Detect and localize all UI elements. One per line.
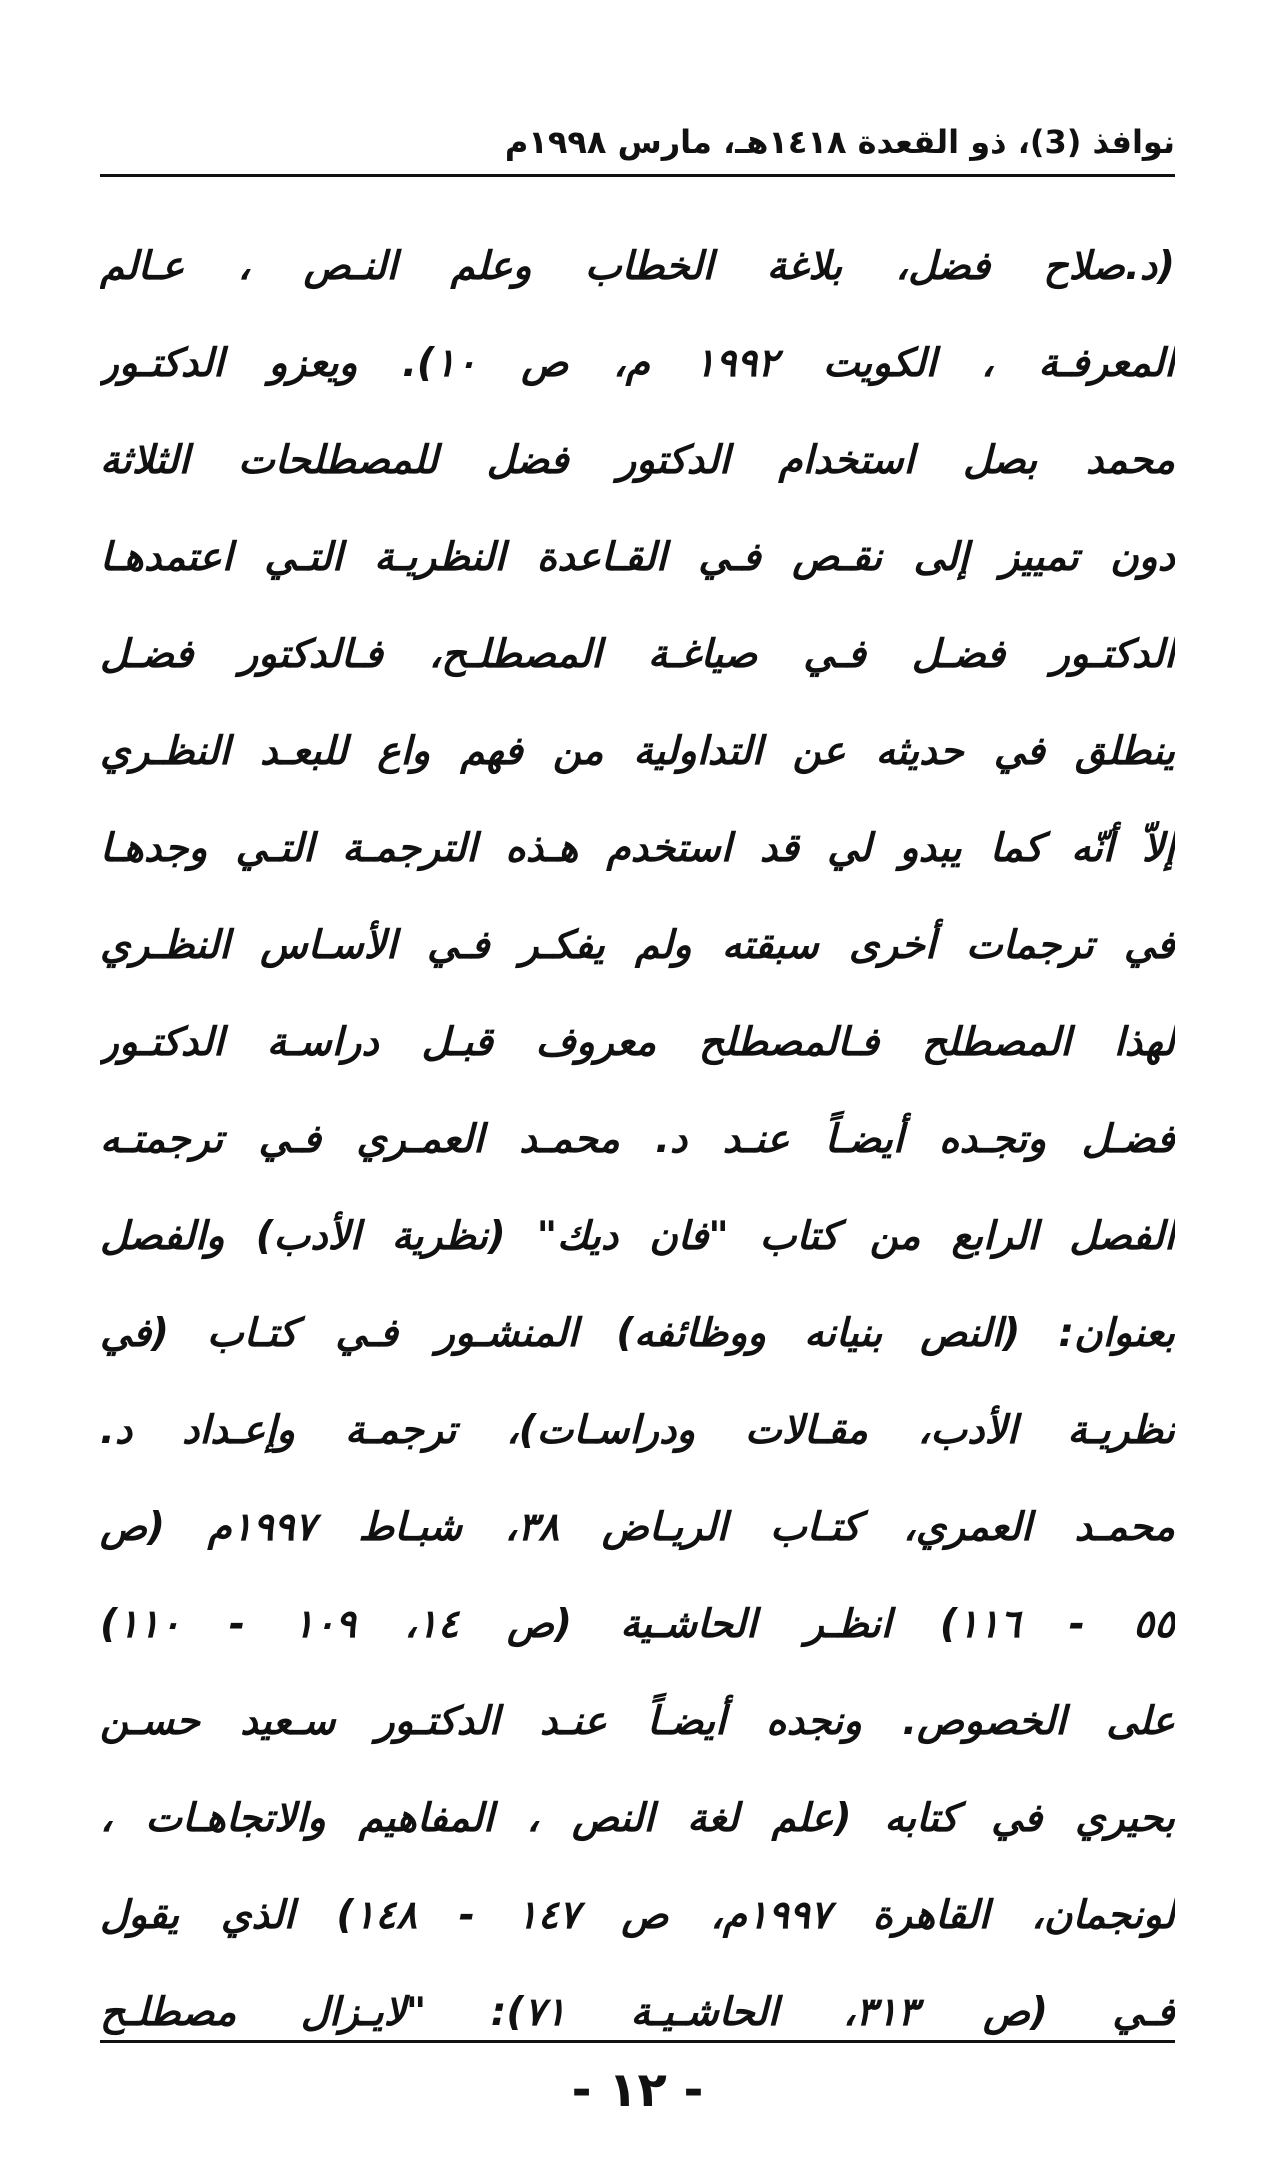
text-line: نظريـة الأدب، مقـالات ودراسـات)، ترجمـة وإعـداد د. [100,1408,1175,1453]
text-line: محمد بصل استخدام الدكتور فضل للمصطلحات الثلاثة [100,438,1175,483]
header-divider [100,174,1175,177]
text-line: إلاّ أنّه كما يبدو لي قد استخدم هـذه الترجمـة التـي وجدهـا [100,826,1175,871]
text-line: دون تمييز إلى نقـص فـي القـاعدة النظريـة التـي اعتمدهـا [100,535,1175,580]
text-line: لونجمان، القاهرة ١٩٩٧م، ص ١٤٧ - ١٤٨) الذي يقول [100,1893,1175,1938]
text-line: المعرفـة ، الكويت ١٩٩٢ م، ص ١٠). ويعزو الدكتـور [100,341,1175,386]
text-line: محمـد العمري، كتـاب الريـاض ٣٨، شبـاط ١٩٩٧م (ص [100,1505,1175,1550]
body-text [100,218,1175,2061]
running-header: نوافذ (3)، ذو القعدة ١٤١٨هـ، مارس ١٩٩٨م [504,123,1175,161]
text-line: فـي (ص ٣١٣، الحاشـيـة ٧١): "لايـزال مصطلـح [100,1990,1175,2035]
text-line: في ترجمات أخرى سبقته ولم يفكـر فـي الأسـاس النظـري [100,923,1175,968]
text-line: الفصل الرابع من كتاب "فان ديك" (نظرية الأدب) والفصل [100,1214,1175,1259]
text-line: الدكتـور فضـل فـي صياغـة المصطلـح، فـالدكتور فضـل [100,632,1175,677]
text-line: فضـل وتجـده أيضـاً عنـد د. محمـد العمـري فـي ترجمتـه [100,1117,1175,1162]
text-line: ٥٥ - ١١٦) انظـر الحاشـية (ص ١٤، ١٠٩ - ١١٠) [100,1602,1175,1647]
text-line: بعنوان: (النص بنيانه ووظائفه) المنشـور فـي كتـاب (في [100,1311,1175,1356]
text-line: بحيري في كتابه (علم لغة النص ، المفاهيم والاتجاهـات ، [100,1796,1175,1841]
page-number: - ١٢ - [571,2062,704,2118]
text-line: على الخصوص. ونجده أيضـاً عنـد الدكتـور سـعيد حسـن [100,1699,1175,1744]
text-line: لهذا المصطلح فـالمصطلح معروف قبـل دراسـة الدكتـور [100,1020,1175,1065]
text-line: ينطلق في حديثه عن التداولية من فهم واع للبعـد النظـري [100,729,1175,774]
text-line: (د.صلاح فضل، بلاغة الخطاب وعلم النـص ، عـالم [100,244,1175,289]
footer-divider [100,2040,1175,2043]
